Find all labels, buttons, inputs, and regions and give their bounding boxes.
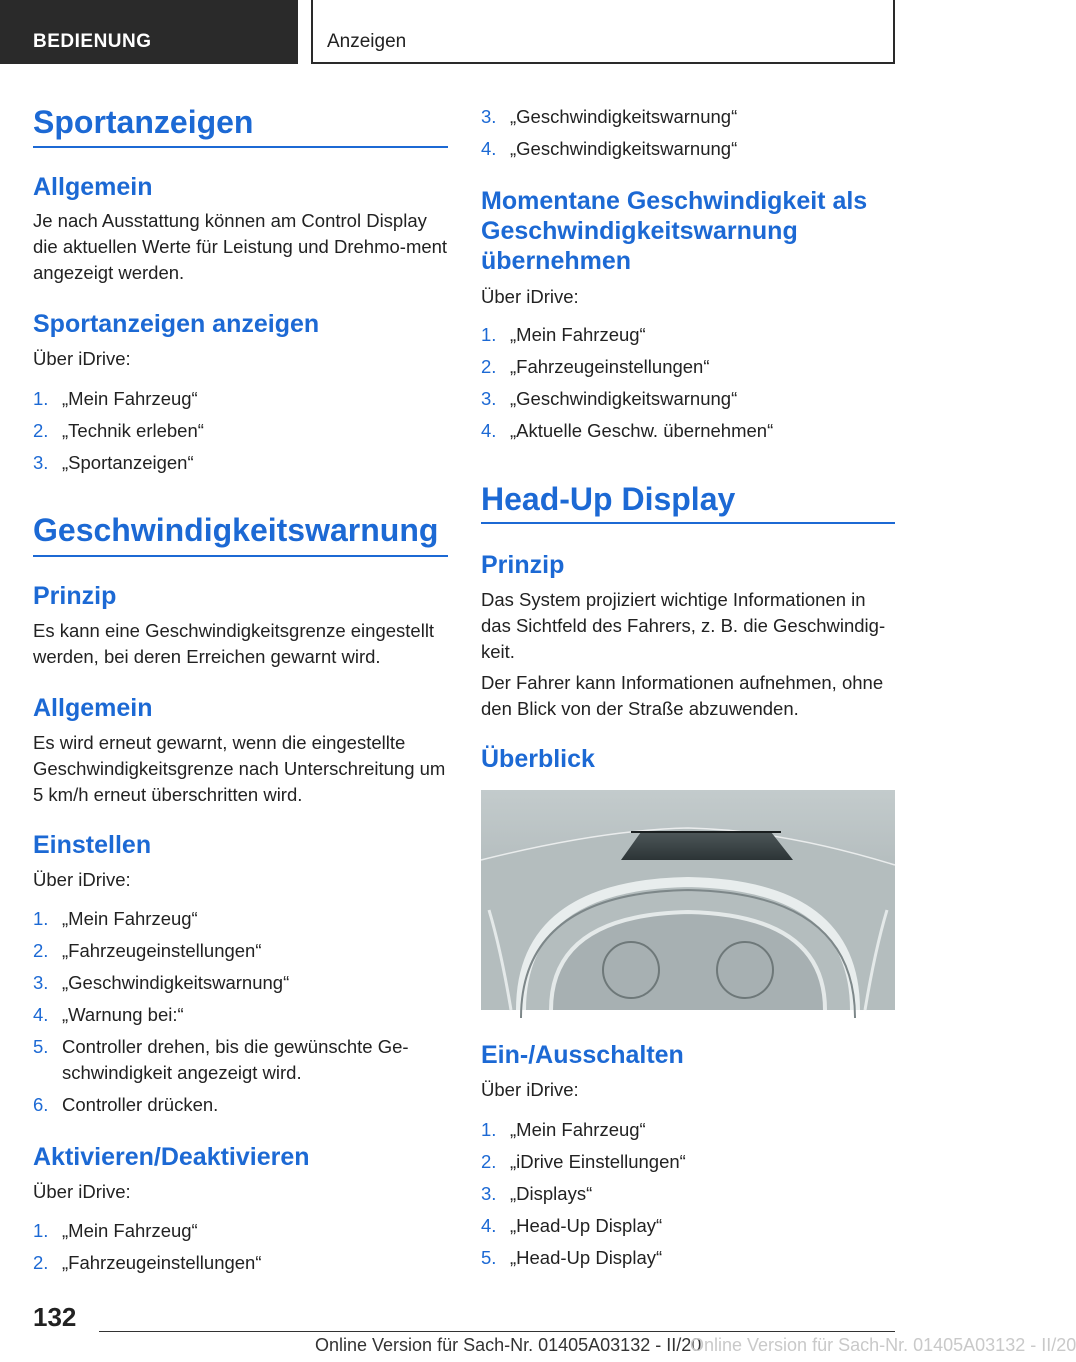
paragraph-ueber-idrive: Über iDrive: — [33, 869, 131, 890]
paragraph-allgemein-2: Es wird erneut gewarnt, wenn die eingestellte Geschwindigkeitsgrenze nach Unterschreitung um 5 km/h erneut überschritten wird. — [33, 732, 446, 805]
heading-momentane-geschwindigkeit: Momentane Geschwindigkeit als Geschwindigkeitswarnung übernehmen — [481, 187, 868, 275]
heading-ueberblick: Überblick — [481, 745, 595, 773]
header-chapter-box — [311, 0, 895, 64]
paragraph-prinzip: Es kann eine Geschwindigkeitsgrenze eingestellt werden, bei deren Erreichen gewarnt wird. — [33, 620, 435, 667]
heading-prinzip: Prinzip — [33, 582, 117, 610]
heading-einstellen: Einstellen — [33, 831, 152, 859]
paragraph-prinzip-2: Der Fahrer kann Informationen aufnehmen, ohne den Blick von der Straße abzuwenden. — [481, 672, 884, 719]
heading-ein-ausschalten: Ein-/Ausschalten — [481, 1041, 684, 1069]
header-chapter-label: Anzeigen — [327, 31, 407, 52]
title-rule — [33, 146, 448, 148]
header-section-tab — [0, 0, 298, 64]
paragraph-ueber-idrive: Über iDrive: — [33, 1181, 131, 1202]
head-up-display-illustration — [481, 790, 895, 1010]
paragraph-ueber-idrive: Über iDrive: — [33, 348, 131, 369]
paragraph-allgemein: Je nach Ausstattung können am Control Display die aktuellen Werte für Leistung und Drehmo-ment angezeigt werden. — [33, 210, 448, 283]
header-section-label: BEDIENUNG — [33, 31, 152, 52]
title-rule — [33, 555, 448, 557]
title-head-up-display: Head-Up Display — [481, 481, 736, 517]
title-rule — [481, 522, 895, 524]
heading-sportanzeigen-anzeigen: Sportanzeigen anzeigen — [33, 310, 320, 338]
heading-prinzip: Prinzip — [481, 551, 565, 579]
footer-rule — [99, 1331, 895, 1332]
paragraph-ueber-idrive: Über iDrive: — [481, 286, 579, 307]
heading-aktivieren-deaktivieren: Aktivieren/Deaktivieren — [33, 1143, 310, 1171]
footer-watermark: Online Version für Sach-Nr. 01405A03132 - II/20 — [690, 1335, 1076, 1355]
title-geschwindigkeitswarnung: Geschwindigkeitswarnung — [33, 512, 439, 548]
paragraph-ueber-idrive: Über iDrive: — [481, 1079, 579, 1100]
paragraph-prinzip-1: Das System projiziert wichtige Informationen in das Sichtfeld des Fahrers, z. B. die Geschwindig-keit. — [481, 589, 886, 662]
title-sportanzeigen: Sportanzeigen — [33, 104, 254, 140]
footer-version: Online Version für Sach-Nr. 01405A03132 - II/20 — [315, 1335, 702, 1355]
page-number: 132 — [33, 1302, 77, 1332]
heading-allgemein: Allgemein — [33, 173, 153, 201]
dashboard-drawing — [481, 790, 895, 1010]
heading-allgemein-2: Allgemein — [33, 694, 153, 722]
